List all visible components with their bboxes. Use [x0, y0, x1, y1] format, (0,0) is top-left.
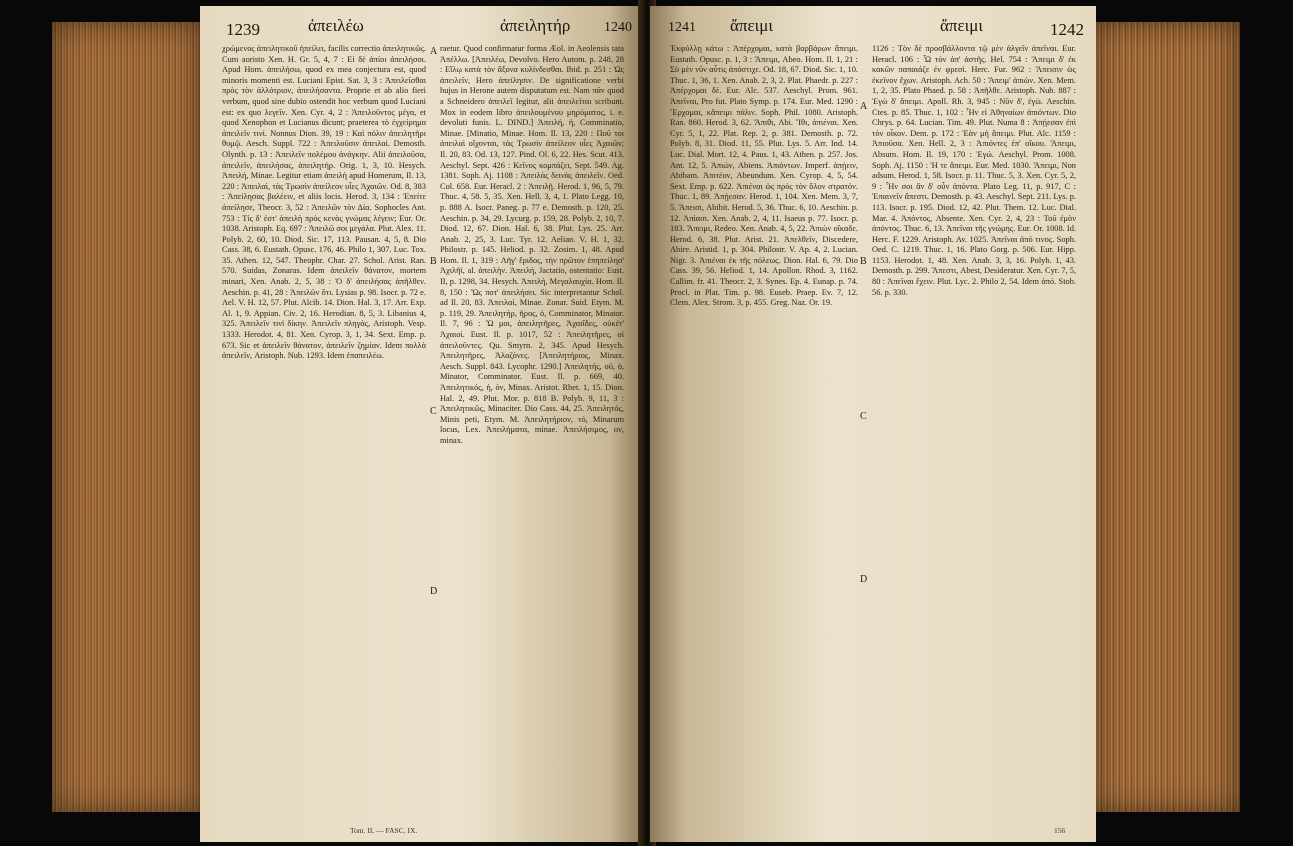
margin-marker-c: C [430, 406, 437, 417]
right-page-number-left: 1241 [668, 20, 696, 35]
right-page-footer: 156 [1054, 826, 1066, 835]
left-page-number-left: 1239 [226, 20, 260, 39]
left-page-footer: Tom. II. — FASC. IX. [350, 826, 418, 835]
right-page-number-right: 1242 [1050, 20, 1084, 39]
margin-marker-b: B [430, 256, 437, 267]
left-col-b-text: raetur. Quod confirmatur forma Æol. in Aeolensis tata Ἀπέλλω. [Ἀπειλέω, Devolvo. Hero Autom. p. 248, 28 : Εἴλῳ κατὰ τὸν ἄξονα κυλίνδεσθαι. Ibid. p. 251 : Ὡς ἀπειλεῖν, Hero ἀπείλησιν. De significatione verbi hujus in Herone autem disputatum est. Nam πᾶν quod a Schneidero ἀπειλεῖ legitur, alii ἀπειλεῖται scribunt. Mox in eodem libro ἀπειλουμένου μηρύματος, i. e. devoluti funis. L. DIND.] Ἀπειλή, ἡ, Comminatio, Minae. [Minatio, Minae. Hom. Il. 13, 220 : Ποῦ τοι ἀπειλαὶ οἴχονται, τὰς Τρωσὶν ἀπείλεον υἷες Ἀχαιῶν; Il. 20, 83. Od. 13, 127. Pind. Ol. 6, 22. Hes. Scut. 413. Aeschyl. Sept. 426 : Κεῖνος κομπάζει, Sept. 549. Ag. 1381. Soph. Aj. 1108 : Ἀπειλὰς δεινὰς ἀπειλεῖν. Oed. Col. 658. Eur. Heracl. 2 : Ἀπειλῇ. Herod. 1, 96, 5, 79. Thuc. 4, 58. 5, 35. Xen. Hell. 3, 4, 1. Plato Legg. 10, p. 888 A. Isocr. Paneg. p. 77 e. Demosth. p. 120, 25. Aeschin. p. 34, 29. Lycurg. p. 159, 28. Polyb. 2, 10, 7. Diod. 12, 67. Dion. Hal. 6, 38. Plut. Lys. 25. Arr. Anab. 2, 25, 3. Luc. Tyr. 12. Aelian. V. H. 1, 32. Philostr. p. 145. Heliod. p. 32. Zosim. 1, 48. Apud Hom. Il. 1, 319 : Λῆγ' ἔριδος, τὴν πρῶτον ἐπηπείλησ' Ἀχιλῆϊ, al. ἀπειλὴν. Ἀπειλή, Jactatio, ostentatio: Eust. II, p. 1298, 34. Hesych. Ἀπειλή, Μεγαλαυχία. Hom. Il. 8, 150 : Ὥς ποτ' ἀπειλήσει. Sic interpretantur Schol. ad Il. 20, 83. Ἀπειλαὶ, Minae. Zonar. Suid. Etym. M. p. 119, 29. Ἀπειλητήρ, ῆρος, ὁ, Comminator, Minator. Il. 7, 96 : Ὤ μοι, ἀπειλητῆρες, Ἀχαιΐδες, οὐκέτ' Ἀχαιοί. Eust. Il. p. 1017, 52 : Ἀπειλητῆρες, οἱ ἀπειλοῦντες. Qu. Smyrn. 2, 345. Apud Hesych. Ἀπειλητῆρες, Ἀλαζόνες. [Ἀπειλητήριος, Minax. Aesch. Suppl. 843. Lycophr. 1290.] Ἀπειλητής, οῦ, ὁ, Minator, Comminator. Eust. Il. p. 669, 40. Ἀπειλητικός, ή, όν, Minax. Aristot. Rhet. 1, 15. Dion. Hal. 2, 49. Plut. Mor. p. 818 B. Polyb. 9, 11, 3 : Ἀπειλητικῶς, Minaciter. Dio Cass. 44, 25. Ἀπειλητός, Minis peti, Etym. M. Ἀπειλητήριον, τό, Minarum locus, Lex. Ἀπειλήματα, minae. Ἀπειλήσιμος, ον, minax. [440, 44, 624, 445]
left-page-column-a [222, 44, 426, 834]
right-margin-marker-b: B [860, 256, 867, 267]
right-col-a-text: Ἐκφύλλῃ κάτω : Ἀπέρχομαι, κατὰ βαρβάρων ἄπειμι. Eustath. Opusc. p. 1, 3 : Ἄπειμι, Abeo. Hom. Il. 1, 21 : Σὺ μὲν νῦν αὖτις ἀπόστιχε. Od. 18, 67. Diod. Sic. 1, 10. Thuc. 1, 36, 1. Xen. Anab. 2, 3, 2. Plat. Phaedr. p. 227 : Ἀπέρχομαι δέ. Eur. Alc. 537. Aeschyl. Prom. 961. Ἀπεῖναι, Pro fut. Plato Symp. p. 174. Eur. Med. 1290 : Ἔρχομαι, κἄπειμι πάλιν. Soph. Phil. 1080. Aristoph. Ran. 860. Herod. 3, 62. Ἄπιθι, Abi. Ἴθι, ἀπιέναι. Xen. Cyr. 5, 1, 22. Plat. Rep. 2, p. 381. Demosth. p. 72. Polyb. 8, 31. Diod. 11, 55. Plut. Lys. 5. Arr. Ind. 14. Luc. Dial. Mort. 12, 4. Paus. 1, 43. Athen. p. 257. Jos. Ant. 12, 5. Ἀπιών, Abiens. Ἀπιόντων. Imperf. ἀπῄειν, Abibam. Ἀπιτέον, Abeundum. Xen. Cyrop. 4, 5, 54. Sext. Emp. p. 622. Ἀπιέναι ὡς πρὸς τὸν ὅλον στρατόν. Thuc. 1, 89. Ἀπῄεσαν. Herod. 1, 104. Xen. Mem. 3, 7, 5. Ἄπεισι, Abibit. Herod. 5, 36. Thuc. 6, 10. Aeschin. p. 12. Ἀπίασι. Xen. Anab. 2, 4, 11. Isaeus p. 77. Isocr. p. 183. Ἄπειμι, Redeo. Xen. Anab. 4, 5, 22. Ἀπιὼν οἴκαδε. Herod. 6, 38. Plut. Arist. 21. Ἀπελθεῖν, Discedere, Abire. Aristid. 1, p. 304. Philostr. V. Ap. 4, 2. Lucian. Nigr. 3. Ἀπιέναι ἐκ τῆς πόλεως. Dion. Hal. 6, 79. Dio Cass. 39, 56. Heliod. 1, 14. Apollon. Rhod. 3, 1162. Callim. fr. 41. Theocr. 2, 3. Synes. Ep. 4. Eunap. p. 74. Procl. in Plat. Tim. p. 98. Euseb. Praep. Ev. 7, 12. Clem. Alex. Strom. 3, p. 455. Greg. Naz. Or. 19. [670, 44, 858, 308]
right-page [650, 6, 1096, 842]
left-page-header-right: ἀπειλητήρ [500, 16, 571, 35]
right-page-header-right: ἄπειμι [940, 16, 983, 35]
left-page-header-left: ἀπειλέω [308, 16, 364, 35]
left-page-edges [52, 22, 202, 812]
margin-marker-d: D [430, 586, 438, 597]
left-page-number-right: 1240 [604, 20, 632, 35]
right-col-b-text: 1126 : Τὸν δὲ προσβάλλοντα τῷ μὲν ἀλγεῖν ἀπεῖναι. Eur. Heracl. 106 : Ὧ τὸν ἀπ' ἀστῆς. Hel. 754 : Ἄπειμι δ' ἐκ κακῶν παπαιάζε ἐν φρεσὶ. Herc. Fur. 962 : Ἄπεισιν ὡς ἐκεῖνον ἔχων. Aristoph. Ach. 50 : Ἄπειμ' ἀπιὼν. Xen. Mem. 1, 2, 35. Plato Phaed. p. 58 : Ἀπῆλθε. Aristoph. Nub. 887 : Ἐγὼ δ' ἄπειμι. Apoll. Rh. 3, 945 : Νῦν δ', ἐγὼ. Aeschin. Ctes. p. 85. Thuc. 1, 102 : Ἦν εἰ Ἀθηναίων ἀπιόντων. Dio Chrys. p. 64. Lucian. Tim. 49. Plut. Numa 8 : Ἀπῄεσαν ἐπὶ τὸν οἶκον. Dem. p. 172 : Ἐὰν μὴ ἄπειμι. Plut. Alc. 1159 : Ἀπιοῦσα. Xen. Hell. 2, 3 : Ἀπιόντες ἐπ' οἴκου. Ἄπειμι, Absum. Hom. Il. 19, 170 : Ἐγώ. Aeschyl. Prom. 1008. Soph. Aj. 1150 : Ἡ τε ἄπειμι. Eur. Med. 1030. Ἄπειμι, Non adsum. Herod. 1, 58. Isocr. p. 11. Thuc. 5, 3. Xen. Cyr. 5, 2, 9 : Ἦν σοι ἂν δ' οὖν ἀπόντα. Plato Leg. 11, p. 917, C : Ἐπαινεῖν ἄπεστι. Demosth. p. 43. Aeschyl. Sept. 211. Lys. p. 113. Isocr. p. 195. Diod. 12, 42. Plut. Them. 12. Luc. Dial. Mar. 4. Ἀπόντος, Absente. Xen. Cyr. 2, 4, 23 : Τοῦ ἐμὸν ἀπόντος. Thuc. 6, 13. Ἀπεῖναι τῆς γνώμης. Eur. Or. 1008. Id. Herc. F. 1229. Aristoph. Av. 1025. Ἀπεῖναι ἀπό τινος. Soph. Oed. C. 1219. Thuc. 1, 16. Plato Gorg. p. 506. Eur. Hipp. 1153. Herodot. 1, 48. Xen. Anab. 3, 3, 16. Polyb. 1, 43. Demosth. p. 299. Ἄπεστι, Abest, Desideratur. Xen. Cyr. 7, 5, 80 : Ἀπεῖναι ἔχειν. Plut. Lyc. 2. Philo 2, 54. Idem ἀπό. Stob. 56. p. 330. [872, 44, 1076, 297]
right-margin-marker-c: C [860, 411, 867, 422]
right-page-column-b [872, 44, 1076, 834]
left-page [200, 6, 644, 842]
left-page-column-b [440, 44, 624, 834]
margin-marker-a: A [430, 46, 438, 57]
right-page-edges [1092, 22, 1240, 812]
right-page-header-left: ἄπειμι [730, 16, 773, 35]
right-page-column-a [670, 44, 858, 834]
right-margin-marker-d: D [860, 574, 868, 585]
left-col-a-text: χρώμενος ἀπειλητικοῦ ἠπείλει, facilis correctio ἀπειλητικῶς. Cum aoristo Xen. H. Gr. 5, 4, 7 : Εἰ δὲ ἀπίοι ἀπειλήσοι. Apud Hom. ἀπειλήσω, quod ex mea conjectura est, quod minoris momenti est. Luciani Epist. Sat. 3, 3 : Ἀπειλεῖσθαι πρὸς τὸν ἀλλότριον, ἀπειλήσαντα. Proprie et ab alio fieri verbum, quod sine dubio ostendit hoc verbum quod Luciani est: ex quo λεγεῖν. Xen. Cyr. 4, 2 : Ἀπειλοῦντος μέγα, et quod Xenophon et Lucianus dicunt; praeterea τὸ ἐγχείρημα ἀπειλεῖν τινί. Nonnus Dion. 39, 19 : Καὶ πόλιν ἀπειλητῆρι θυμῷ. Aesch. Suppl. 722 : Ἀπειλοῦσιν ἀπειλαί. Demosth. Olynth. p. 13 : Ἀπειλεῖν πολέμου ἀνάγκην. Alii ἀπειλοῦσα, ἀπειλεῖν, ἀπειλήσας, ἀπειλητήρ. Orig. 1, 3, 10. Hesych. Ἀπειλή, Minae. Legitur etiam ἀπειλὴ apud Homerum, Il. 13, 220 : Ἀπειλαὶ, τὰς Τρωσὶν ἀπείλεον υἷες Ἀχαιῶν. Od. 8, 383 : Ἀπείλησας βαλέειν, et aliis locis. Herod. 3, 134 : Ἐπείτε ἀπείλησε, Theocr. 3, 52 : Ἀπειλῶν τὸν Δία. Sophocles Ant. 753 : Τίς δ' ἐστ' ἀπειλὴ πρὸς κενὰς γνώμας λέγειν; Eur. Or. 1038. Aristoph. Eq. 697 : Ἀπειλῶ σοι μεγάλα. Plut. Alex. 11. Polyb. 2, 60, 10. Diod. Sic. 17, 113. Pausan. 4, 5, 8. Dio Cass. 38, 6. Eustath. Opusc. 176, 46. Philo 1, 307. Luc. Tox. 35. Athen. 12, 547. Theophr. Char. 27. Schol. Arist. Ran. 570. Suidas, Zonaras. Idem ἀπειλεῖν θάνατον, mortem minari, Xen. Anab. 2, 5, 38 : Ὁ δ' ἀπειλήσας ἀπῆλθεν. Aeschin. p. 41, 28 : Ἀπειλῶν ὅτι. Lysias p. 98. Isocr. p. 72 e. Ael. V. H. 12, 57. Plut. Alcib. 14. Dion. Hal. 3, 17. Arr. Exp. Al. 1, 9. Appian. Civ. 2, 16. Herodian. 8, 5, 3. Libanius 4, 325. Ἀπειλεῖν τινὶ δίκην. Ἀπειλεῖν πληγάς, Aristoph. Vesp. 1333. Herodot. 4, 81. Xen. Cyrop. 3, 1, 34. Sext. Emp. p. 673. Sic et ἀπειλεῖν θάνατον, ἀπειλεῖν ζημίαν. Idem πολλὰ ἀπειλεῖν, Aristoph. Nub. 1293. Idem ἐπαπειλέω. [222, 44, 426, 361]
right-margin-marker-a: A [860, 101, 868, 112]
